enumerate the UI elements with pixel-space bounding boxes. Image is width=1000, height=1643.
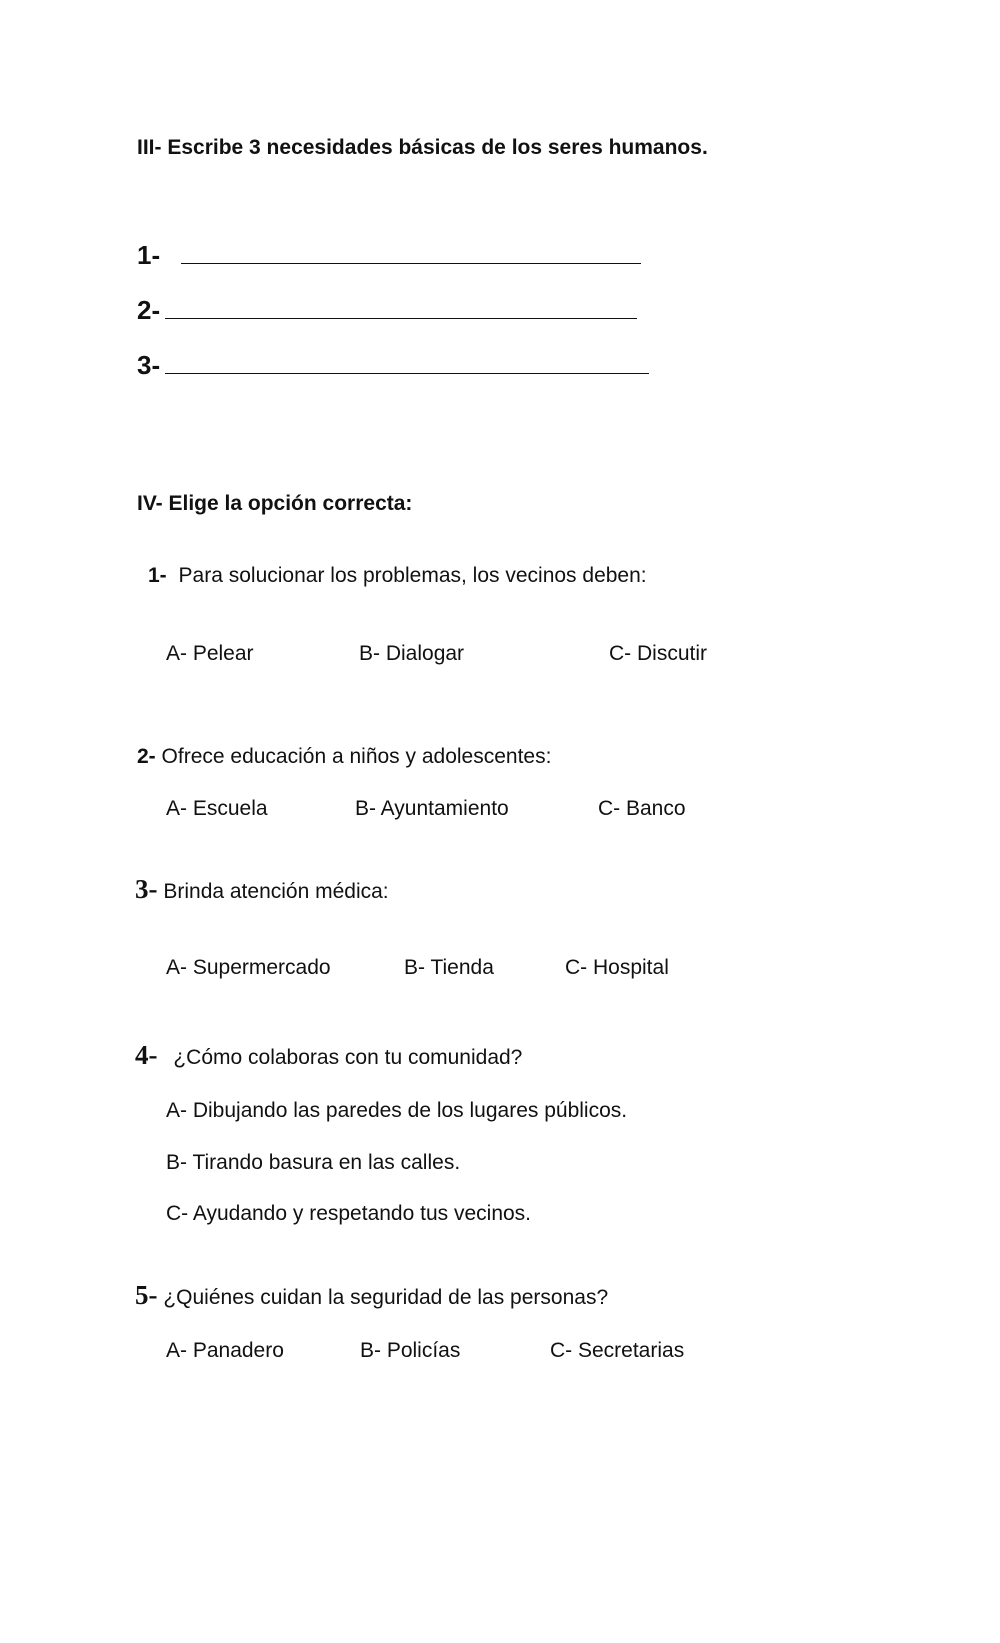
answer-blank[interactable] [165,296,637,319]
option-c[interactable]: C- Discutir [609,642,707,665]
option-a[interactable]: A- Supermercado [166,956,331,979]
question-1 [148,564,647,588]
answer-blank[interactable] [181,241,641,264]
option-a[interactable]: A- Dibujando las paredes de los lugares públicos. [166,1099,628,1122]
question-text: Para solucionar los problemas, los vecinos deben: [178,564,647,587]
section-3-title: III- Escribe 3 necesidades básicas de los seres humanos. [137,136,708,159]
option-c[interactable]: C- Secretarias [550,1339,685,1362]
answer-blank[interactable] [165,351,649,374]
answer-line-3[interactable] [137,350,649,381]
question-text: ¿Cómo colaboras con tu comunidad? [173,1046,523,1069]
question-number: 2- [137,745,156,768]
option-c[interactable]: C- Hospital [565,956,669,979]
question-number: 3- [135,874,158,904]
question-text: ¿Quiénes cuidan la seguridad de las personas? [163,1286,609,1309]
question-number: 5- [135,1280,158,1310]
question-2 [137,745,551,769]
option-b[interactable]: B- Policías [360,1339,461,1362]
question-5 [135,1280,608,1311]
section-4-title: IV- Elige la opción correcta: [137,492,413,515]
question-text: Brinda atención médica: [163,880,389,903]
option-c[interactable]: C- Ayudando y respetando tus vecinos. [166,1202,532,1225]
question-number: 4- [135,1040,158,1070]
option-a[interactable]: A- Panadero [166,1339,284,1362]
option-a[interactable]: A- Escuela [166,797,268,820]
question-number: 1- [148,564,167,587]
answer-line-1[interactable] [137,240,641,271]
answer-line-label: 3- [137,350,161,380]
answer-line-label: 1- [137,240,161,270]
option-a[interactable]: A- Pelear [166,642,254,665]
option-b[interactable]: B- Tirando basura en las calles. [166,1151,461,1174]
option-b[interactable]: B- Ayuntamiento [355,797,509,820]
option-c[interactable]: C- Banco [598,797,686,820]
question-4 [135,1040,522,1071]
option-b[interactable]: B- Tienda [404,956,494,979]
question-text: Ofrece educación a niños y adolescentes: [161,745,552,768]
answer-line-2[interactable] [137,295,637,326]
answer-line-label: 2- [137,295,161,325]
question-3 [135,874,389,905]
option-b[interactable]: B- Dialogar [359,642,465,665]
